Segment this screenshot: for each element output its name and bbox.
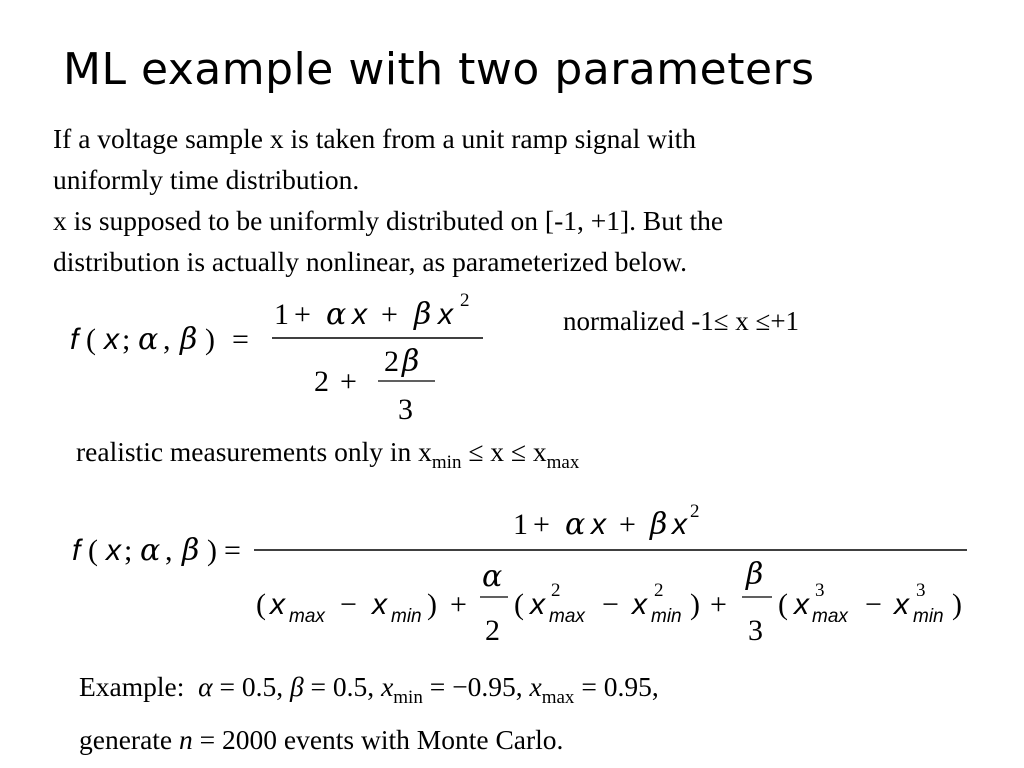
svg-text:α: α [565, 507, 586, 542]
svg-text:x: x [438, 298, 453, 331]
svg-text:α: α [326, 297, 347, 332]
svg-text:3: 3 [916, 580, 926, 601]
intro-line-3: x is supposed to be uniformly distributed on [-1, +1]. But the [53, 205, 724, 236]
svg-text:x: x [894, 588, 909, 621]
svg-text:2: 2 [460, 290, 470, 311]
svg-text:+: + [710, 588, 727, 621]
svg-text:β: β [650, 507, 668, 542]
svg-text:(: ( [86, 323, 96, 356]
svg-text:2: 2 [690, 501, 700, 522]
svg-text:;: ; [122, 323, 131, 356]
svg-text:1: 1 [513, 508, 528, 541]
svg-text:x: x [530, 588, 545, 621]
realistic-text: realistic measurements only in x [76, 436, 432, 467]
svg-text:x: x [372, 588, 387, 621]
svg-text:+: + [450, 588, 467, 621]
normalized-note: normalized -1≤ x ≤+1 [563, 306, 800, 336]
svg-text:x: x [794, 588, 809, 621]
svg-text:min: min [651, 606, 682, 627]
svg-text:β: β [402, 344, 420, 379]
svg-text:,: , [165, 534, 173, 567]
svg-text:2: 2 [314, 365, 329, 398]
svg-text:2: 2 [485, 614, 500, 647]
svg-text:x: x [672, 508, 687, 541]
example-line-2 [79, 719, 659, 761]
svg-text:−: − [340, 588, 357, 621]
svg-text:f: f [70, 323, 79, 356]
x-min-subscript: min [431, 452, 462, 473]
beta-symbol: β [289, 671, 304, 702]
svg-text:): ) [427, 588, 437, 621]
svg-text:β: β [746, 557, 764, 592]
svg-text:β: β [182, 533, 200, 568]
svg-text:(: ( [778, 588, 788, 621]
svg-text:x: x [106, 534, 121, 567]
svg-text:2: 2 [384, 345, 399, 378]
svg-text:−: − [602, 588, 619, 621]
svg-text:+: + [340, 365, 357, 398]
svg-text:x: x [352, 298, 367, 331]
svg-text:2: 2 [654, 580, 664, 601]
svg-text:−: − [865, 588, 882, 621]
intro-line-4: distribution is actually nonlinear, as parameterized below. [53, 246, 687, 277]
svg-text:): ) [207, 534, 217, 567]
slide-title: ML example with two parameters [63, 44, 815, 95]
svg-text:+: + [533, 508, 550, 541]
svg-text:β: β [180, 322, 198, 357]
x-max-subscript: max [546, 452, 580, 473]
svg-text:2: 2 [551, 580, 561, 601]
svg-text:(: ( [88, 534, 98, 567]
intro-line-1: If a voltage sample x is taken from a unit ramp signal with [53, 123, 697, 154]
svg-text:max: max [289, 606, 325, 627]
svg-text:(: ( [514, 588, 524, 621]
svg-text:x: x [591, 508, 606, 541]
svg-text:max: max [549, 606, 585, 627]
n-symbol: n [179, 724, 193, 755]
example-block [79, 666, 659, 761]
svg-text:min: min [391, 606, 422, 627]
svg-text:): ) [952, 588, 962, 621]
example-label: Example: [79, 671, 185, 702]
svg-text:x: x [270, 588, 285, 621]
svg-text:β: β [414, 297, 432, 332]
svg-text:3: 3 [398, 393, 413, 426]
example-line-1: Example: α = 0.5, β = 0.5, $x_{min} = -0.95$, $x_{max} = 0.95$, [79, 671, 659, 708]
svg-text:,: , [163, 323, 171, 356]
intro-line-2: uniformly time distribution. [53, 164, 360, 195]
svg-text:α: α [140, 533, 161, 568]
svg-text:+: + [619, 508, 636, 541]
alpha-symbol: α [198, 671, 213, 702]
svg-text:α: α [138, 322, 159, 357]
svg-text:max: max [812, 606, 848, 627]
example-line2-pre: generate [79, 724, 179, 755]
svg-text:α: α [482, 559, 503, 594]
svg-text:min: min [913, 606, 944, 627]
svg-text:=: = [224, 534, 241, 567]
svg-text:1: 1 [274, 298, 289, 331]
svg-text:+: + [381, 298, 398, 331]
svg-text:3: 3 [748, 614, 763, 647]
svg-text:=: = [232, 323, 249, 356]
realistic-mid: ≤ x ≤ x [461, 436, 547, 467]
svg-text:): ) [205, 323, 215, 356]
svg-text:(: ( [256, 588, 266, 621]
svg-text:+: + [294, 298, 311, 331]
svg-text:f: f [72, 534, 81, 567]
svg-text:x: x [104, 323, 119, 356]
svg-text:;: ; [124, 534, 133, 567]
svg-text:3: 3 [815, 580, 825, 601]
svg-text:x: x [632, 588, 647, 621]
example-line2-post: = 2000 events with Monte Carlo. [192, 724, 564, 755]
svg-text:): ) [690, 588, 700, 621]
